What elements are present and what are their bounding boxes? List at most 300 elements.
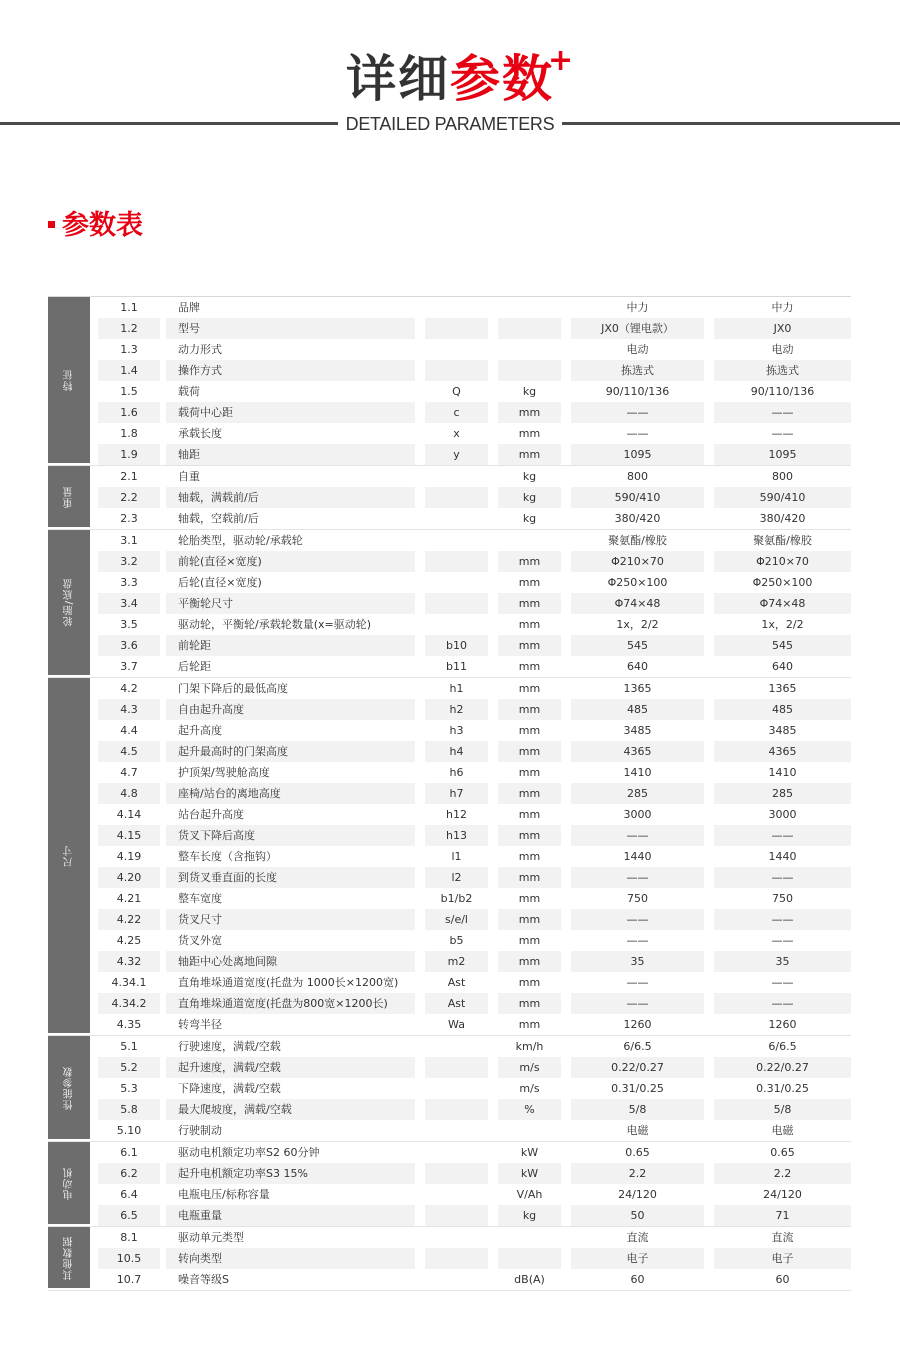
param-value-2: —— xyxy=(771,934,794,947)
param-name: 轴载，满载前/后 xyxy=(166,487,415,508)
param-symbol xyxy=(425,614,488,635)
param-unit: mm xyxy=(518,1018,541,1031)
param-name: 整车宽度 xyxy=(178,892,222,905)
param-name: 载荷中心距 xyxy=(166,402,415,423)
param-symbol: h4 xyxy=(425,741,488,762)
param-unit: mm xyxy=(518,766,541,779)
param-name: 起升高度 xyxy=(178,724,222,737)
param-number: 3.3 xyxy=(120,576,138,589)
param-value-1: Φ74×48 xyxy=(571,593,704,614)
param-value-2: 71 xyxy=(714,1205,851,1226)
param-unit: kg xyxy=(522,470,537,483)
param-number: 4.20 xyxy=(98,867,160,888)
param-symbol: b11 xyxy=(446,660,467,673)
param-name: 货叉下降后高度 xyxy=(166,825,415,846)
param-value-2: 640 xyxy=(772,660,793,673)
group-label: 性能参数 xyxy=(63,1065,75,1110)
param-number: 1.9 xyxy=(98,444,160,465)
param-unit: mm xyxy=(498,402,561,423)
param-unit: kW xyxy=(520,1146,539,1159)
param-unit xyxy=(498,360,561,381)
param-unit: mm xyxy=(498,825,561,846)
param-number: 4.35 xyxy=(116,1018,142,1031)
param-value-1: 1260 xyxy=(623,1018,652,1031)
param-value-1: 3485 xyxy=(623,724,652,737)
param-value-1: 90/110/136 xyxy=(605,385,670,398)
param-number: 5.1 xyxy=(120,1040,138,1053)
param-name: 护顶架/驾驶舱高度 xyxy=(178,766,270,779)
param-value-2: 电子 xyxy=(714,1248,851,1269)
param-value-2: 24/120 xyxy=(763,1188,802,1201)
param-value-1: 直流 xyxy=(626,1231,649,1244)
param-number: 1.4 xyxy=(98,360,160,381)
param-name: 噪音等级S xyxy=(178,1273,229,1286)
table-row xyxy=(98,867,851,888)
param-name: 起升最高时的门架高度 xyxy=(166,741,415,762)
param-value-1: Φ250×100 xyxy=(607,576,668,589)
param-value-1: JX0（锂电款） xyxy=(571,318,704,339)
param-number: 4.34.1 xyxy=(111,976,147,989)
table-row xyxy=(98,1142,851,1163)
param-number: 4.15 xyxy=(98,825,160,846)
group-rows xyxy=(98,530,851,677)
param-number: 3.5 xyxy=(120,618,138,631)
param-value-1: —— xyxy=(626,427,649,440)
table-row xyxy=(98,1057,851,1078)
param-value-2: 1410 xyxy=(768,766,797,779)
param-symbol: l1 xyxy=(451,850,462,863)
param-unit: mm xyxy=(498,867,561,888)
param-unit: mm xyxy=(518,976,541,989)
param-value-1: 电子 xyxy=(571,1248,704,1269)
table-row xyxy=(98,1036,851,1057)
param-name: 平衡轮尺寸 xyxy=(166,593,415,614)
param-unit: mm xyxy=(498,741,561,762)
param-symbol xyxy=(425,1057,488,1078)
param-value-1: 1095 xyxy=(571,444,704,465)
table-row xyxy=(98,825,851,846)
param-value-2: —— xyxy=(714,825,851,846)
table-row xyxy=(98,297,851,318)
group-rows xyxy=(98,1142,851,1226)
param-number: 3.6 xyxy=(98,635,160,656)
square-bullet-icon xyxy=(48,221,55,228)
param-symbol: h7 xyxy=(425,783,488,804)
table-row xyxy=(98,741,851,762)
param-name: 直角堆垛通道宽度(托盘为800宽×1200长) xyxy=(166,993,415,1014)
param-unit: mm xyxy=(498,551,561,572)
table-row xyxy=(98,466,851,487)
param-value-2: 2.2 xyxy=(714,1163,851,1184)
param-name: 下降速度，满载/空载 xyxy=(178,1082,281,1095)
param-name: 直角堆垛通道宽度(托盘为 1000长×1200宽) xyxy=(178,976,399,989)
param-name: 驱动单元类型 xyxy=(178,1231,244,1244)
param-number: 10.7 xyxy=(116,1273,142,1286)
table-row xyxy=(98,1078,851,1099)
param-value-1: 4365 xyxy=(571,741,704,762)
table-row xyxy=(98,951,851,972)
param-value-1: 1410 xyxy=(623,766,652,779)
param-symbol xyxy=(425,339,488,360)
param-symbol: h1 xyxy=(449,682,464,695)
group-label-cell xyxy=(48,530,90,677)
table-row xyxy=(98,972,851,993)
param-number: 1.3 xyxy=(120,343,138,356)
param-number: 3.7 xyxy=(120,660,138,673)
param-value-2: 485 xyxy=(714,699,851,720)
param-value-1: 1440 xyxy=(623,850,652,863)
param-value-2: —— xyxy=(714,402,851,423)
param-unit xyxy=(498,1120,561,1141)
param-value-1: 590/410 xyxy=(571,487,704,508)
table-row xyxy=(98,423,851,444)
title-red: 参数 xyxy=(450,50,554,108)
param-symbol xyxy=(425,1078,488,1099)
param-number: 6.1 xyxy=(120,1146,138,1159)
table-row xyxy=(98,360,851,381)
group-rows xyxy=(98,1227,851,1290)
divider-left xyxy=(0,122,338,125)
param-value-1: 285 xyxy=(571,783,704,804)
table-row xyxy=(98,930,851,951)
param-symbol xyxy=(425,1036,488,1057)
param-name: 承载长度 xyxy=(178,427,222,440)
group-label-cell xyxy=(48,1142,90,1226)
param-name: 轴载，空载前/后 xyxy=(178,512,259,525)
param-unit: kg xyxy=(522,512,537,525)
param-symbol: c xyxy=(425,402,488,423)
param-name: 操作方式 xyxy=(166,360,415,381)
param-unit: mm xyxy=(518,660,541,673)
param-value-2: 545 xyxy=(714,635,851,656)
param-name: 到货叉垂直面的长度 xyxy=(166,867,415,888)
param-value-2: 800 xyxy=(772,470,793,483)
param-number: 4.7 xyxy=(120,766,138,779)
table-row xyxy=(98,1099,851,1120)
param-value-2: 1x，2/2 xyxy=(761,618,804,631)
param-number: 8.1 xyxy=(120,1231,138,1244)
param-number: 5.3 xyxy=(120,1082,138,1095)
param-value-2: 60 xyxy=(775,1273,790,1286)
param-number: 4.4 xyxy=(120,724,138,737)
param-value-2: 5/8 xyxy=(714,1099,851,1120)
param-symbol xyxy=(425,1184,488,1205)
table-row xyxy=(98,846,851,867)
group-label: 特征 xyxy=(63,369,75,391)
table-row xyxy=(98,402,851,423)
param-unit: mm xyxy=(498,593,561,614)
param-symbol: y xyxy=(425,444,488,465)
param-symbol xyxy=(425,318,488,339)
param-value-1: 750 xyxy=(627,892,648,905)
param-symbol xyxy=(425,1269,488,1290)
group-rows xyxy=(98,678,851,1035)
param-value-2: 3000 xyxy=(768,808,797,821)
param-value-1: 电动 xyxy=(626,343,649,356)
param-unit xyxy=(498,297,561,318)
param-unit: m/s xyxy=(519,1082,540,1095)
param-value-2: 380/420 xyxy=(759,512,806,525)
param-symbol: Wa xyxy=(448,1018,465,1031)
group-rows xyxy=(98,297,851,465)
param-unit: mm xyxy=(518,934,541,947)
param-symbol: s/e/l xyxy=(425,909,488,930)
param-value-2: Φ74×48 xyxy=(714,593,851,614)
param-unit: mm xyxy=(498,993,561,1014)
param-number: 1.8 xyxy=(120,427,138,440)
param-value-1: 2.2 xyxy=(571,1163,704,1184)
group-label-cell xyxy=(48,297,90,465)
group-label: 轮胎/底盘 xyxy=(63,578,75,627)
table-row xyxy=(98,318,851,339)
param-name: 自由起升高度 xyxy=(166,699,415,720)
table-row xyxy=(98,1120,851,1141)
spec-group xyxy=(48,1142,851,1227)
param-unit: mm xyxy=(498,783,561,804)
param-value-2: —— xyxy=(771,427,794,440)
param-value-2: 750 xyxy=(772,892,793,905)
param-number: 1.6 xyxy=(98,402,160,423)
param-symbol xyxy=(425,1163,488,1184)
table-row xyxy=(98,783,851,804)
param-value-2: 1260 xyxy=(768,1018,797,1031)
table-row xyxy=(98,635,851,656)
table-row xyxy=(98,339,851,360)
table-row xyxy=(98,1163,851,1184)
param-number: 4.2 xyxy=(120,682,138,695)
param-number: 4.21 xyxy=(116,892,142,905)
param-value-2: 0.65 xyxy=(770,1146,795,1159)
param-symbol xyxy=(425,360,488,381)
table-row xyxy=(98,1205,851,1226)
param-value-1: 800 xyxy=(627,470,648,483)
spec-group xyxy=(48,466,851,530)
param-name: 整车长度（含拖钩） xyxy=(178,850,277,863)
group-label: 电动机 xyxy=(63,1166,75,1200)
param-name: 驱动电机额定功率S2 60分钟 xyxy=(178,1146,320,1159)
param-name: 电瓶重量 xyxy=(166,1205,415,1226)
param-value-1: 0.22/0.27 xyxy=(571,1057,704,1078)
param-symbol xyxy=(425,1248,488,1269)
table-row xyxy=(98,762,851,783)
param-unit: V/Ah xyxy=(516,1188,543,1201)
param-symbol xyxy=(425,530,488,551)
table-row xyxy=(98,508,851,529)
param-value-2: 电磁 xyxy=(771,1124,794,1137)
param-name: 型号 xyxy=(166,318,415,339)
group-label-cell xyxy=(48,466,90,529)
param-unit: m/s xyxy=(498,1057,561,1078)
param-symbol: h6 xyxy=(449,766,464,779)
group-rows xyxy=(98,466,851,529)
param-unit: mm xyxy=(498,444,561,465)
param-value-1: —— xyxy=(626,934,649,947)
param-value-1: 拣选式 xyxy=(571,360,704,381)
param-name: 载荷 xyxy=(178,385,200,398)
param-value-1: —— xyxy=(571,825,704,846)
table-row xyxy=(98,699,851,720)
spec-group xyxy=(48,297,851,466)
table-row xyxy=(98,444,851,465)
param-number: 4.19 xyxy=(116,850,142,863)
param-name: 起升速度，满载/空载 xyxy=(166,1057,415,1078)
param-number: 1.5 xyxy=(120,385,138,398)
param-symbol xyxy=(425,572,488,593)
param-value-2: 285 xyxy=(714,783,851,804)
param-symbol: Ast xyxy=(425,993,488,1014)
param-name: 最大爬坡度，满载/空载 xyxy=(166,1099,415,1120)
param-name: 站台起升高度 xyxy=(178,808,244,821)
param-value-1: —— xyxy=(571,867,704,888)
param-symbol: h12 xyxy=(446,808,467,821)
spec-group xyxy=(48,530,851,678)
table-row xyxy=(98,1184,851,1205)
param-value-1: 聚氨酯/橡胶 xyxy=(608,534,667,547)
param-name: 行驶制动 xyxy=(178,1124,222,1137)
param-value-1: 60 xyxy=(630,1273,645,1286)
param-unit xyxy=(498,530,561,551)
param-value-1: 485 xyxy=(571,699,704,720)
param-symbol xyxy=(425,466,488,487)
param-unit: mm xyxy=(518,850,541,863)
param-number: 3.4 xyxy=(98,593,160,614)
param-value-2: 590/410 xyxy=(714,487,851,508)
param-value-2: 聚氨酯/橡胶 xyxy=(753,534,812,547)
param-value-2: —— xyxy=(714,867,851,888)
param-value-2: —— xyxy=(771,976,794,989)
table-row xyxy=(98,1014,851,1035)
param-value-2: 6/6.5 xyxy=(768,1040,797,1053)
param-unit: mm xyxy=(518,682,541,695)
table-row xyxy=(98,993,851,1014)
param-value-1: 3000 xyxy=(623,808,652,821)
table-row xyxy=(98,572,851,593)
spec-table xyxy=(48,296,851,1291)
section-title: 参数表 xyxy=(62,210,143,241)
param-name: 自重 xyxy=(178,470,200,483)
param-unit: dB(A) xyxy=(514,1273,545,1286)
spec-group xyxy=(48,678,851,1036)
table-row xyxy=(98,1248,851,1269)
param-unit: km/h xyxy=(515,1040,544,1053)
param-unit: mm xyxy=(518,618,541,631)
param-symbol xyxy=(425,1099,488,1120)
param-number: 2.1 xyxy=(120,470,138,483)
title-dark: 详细 xyxy=(346,50,450,108)
param-number: 1.2 xyxy=(98,318,160,339)
param-number: 6.5 xyxy=(98,1205,160,1226)
param-value-2: —— xyxy=(714,993,851,1014)
param-symbol xyxy=(425,297,488,318)
param-value-2: 90/110/136 xyxy=(750,385,815,398)
param-name: 轮胎类型，驱动轮/承载轮 xyxy=(178,534,303,547)
group-label: 尺寸 xyxy=(63,844,75,867)
param-symbol: m2 xyxy=(425,951,488,972)
table-row xyxy=(98,614,851,635)
param-value-2: 电动 xyxy=(771,343,794,356)
param-value-2: —— xyxy=(714,909,851,930)
param-symbol xyxy=(425,1205,488,1226)
param-value-1: —— xyxy=(571,402,704,423)
param-number: 4.3 xyxy=(98,699,160,720)
param-symbol: h3 xyxy=(449,724,464,737)
table-row xyxy=(98,381,851,402)
param-value-2: Φ250×100 xyxy=(752,576,813,589)
param-value-2: 3485 xyxy=(768,724,797,737)
param-unit: mm xyxy=(498,699,561,720)
param-unit: mm xyxy=(498,951,561,972)
param-name: 行驶速度，满载/空载 xyxy=(178,1040,281,1053)
param-unit: mm xyxy=(498,909,561,930)
param-unit: % xyxy=(498,1099,561,1120)
param-number: 2.2 xyxy=(98,487,160,508)
param-name: 动力形式 xyxy=(178,343,222,356)
param-symbol: h13 xyxy=(425,825,488,846)
param-name: 前轮距 xyxy=(166,635,415,656)
param-number: 4.14 xyxy=(116,808,142,821)
param-symbol: b5 xyxy=(449,934,464,947)
param-symbol xyxy=(425,593,488,614)
param-symbol xyxy=(425,551,488,572)
param-number: 2.3 xyxy=(120,512,138,525)
param-value-1: —— xyxy=(571,993,704,1014)
param-value-1: 中力 xyxy=(626,301,649,314)
param-name: 起升电机额定功率S3 15% xyxy=(166,1163,415,1184)
param-number: 5.8 xyxy=(98,1099,160,1120)
param-unit xyxy=(498,1248,561,1269)
param-value-1: 0.65 xyxy=(625,1146,650,1159)
param-value-1: —— xyxy=(571,909,704,930)
param-unit: mm xyxy=(498,635,561,656)
param-number: 4.5 xyxy=(98,741,160,762)
param-name: 货叉尺寸 xyxy=(166,909,415,930)
param-value-2: 拣选式 xyxy=(714,360,851,381)
param-value-1: 6/6.5 xyxy=(623,1040,652,1053)
param-value-1: 35 xyxy=(571,951,704,972)
param-symbol xyxy=(425,1142,488,1163)
param-symbol: b10 xyxy=(425,635,488,656)
param-symbol xyxy=(425,487,488,508)
param-number: 10.5 xyxy=(98,1248,160,1269)
param-symbol: Ast xyxy=(447,976,466,989)
group-label-cell xyxy=(48,1036,90,1141)
param-number: 4.22 xyxy=(98,909,160,930)
spec-group xyxy=(48,1036,851,1142)
spec-group xyxy=(48,1227,851,1291)
param-symbol: x xyxy=(453,427,460,440)
param-unit xyxy=(498,339,561,360)
param-unit: kg xyxy=(498,487,561,508)
param-unit: mm xyxy=(518,892,541,905)
param-value-1: 5/8 xyxy=(571,1099,704,1120)
param-symbol xyxy=(425,1120,488,1141)
param-name: 电瓶电压/标称容量 xyxy=(178,1188,270,1201)
param-value-1: 545 xyxy=(571,635,704,656)
param-symbol xyxy=(425,1227,488,1248)
param-value-2: JX0 xyxy=(714,318,851,339)
param-number: 5.2 xyxy=(98,1057,160,1078)
param-symbol: b1/b2 xyxy=(440,892,473,905)
table-row xyxy=(98,1269,851,1290)
param-value-1: 1x，2/2 xyxy=(616,618,659,631)
page-title xyxy=(0,44,900,114)
param-name: 轴距中心处离地间隙 xyxy=(166,951,415,972)
param-value-1: —— xyxy=(626,976,649,989)
table-row xyxy=(98,909,851,930)
param-number: 3.2 xyxy=(98,551,160,572)
param-unit xyxy=(498,318,561,339)
param-symbol: h2 xyxy=(425,699,488,720)
